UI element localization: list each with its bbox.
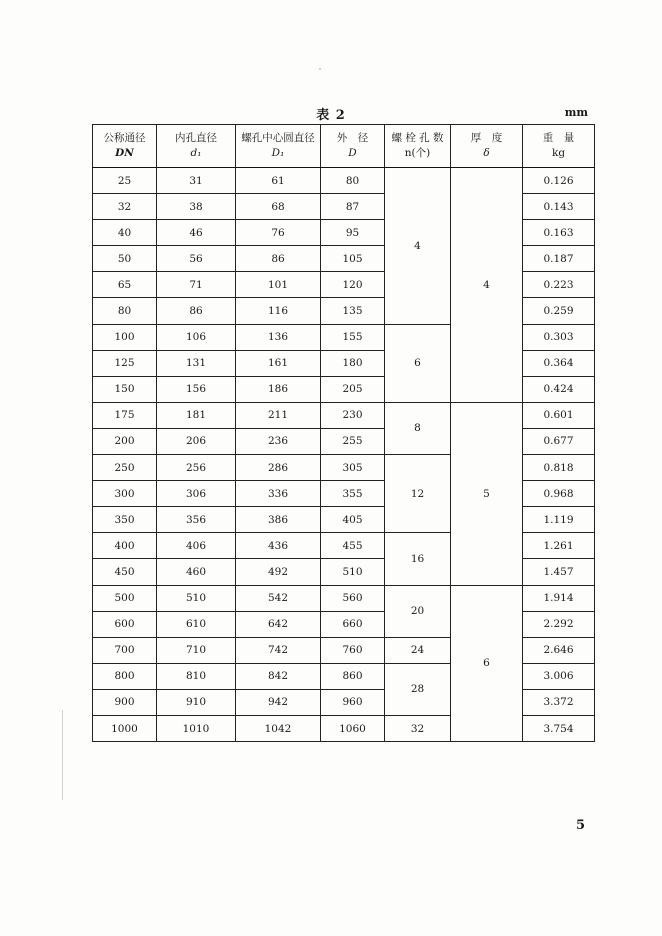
cell-outer-diameter: 230 xyxy=(321,402,385,428)
cell-weight: 0.303 xyxy=(523,324,595,350)
cell-weight: 0.223 xyxy=(523,272,595,298)
cell-outer-diameter: 960 xyxy=(321,689,385,715)
cell-bolt-circle: 642 xyxy=(236,611,321,637)
cell-dn: 100 xyxy=(93,324,157,350)
cell-inner-diameter: 610 xyxy=(157,611,236,637)
header-symbol: D xyxy=(348,147,357,159)
cell-dn: 80 xyxy=(93,298,157,324)
cell-bolt-holes: 6 xyxy=(385,324,451,402)
cell-inner-diameter: 181 xyxy=(157,402,236,428)
cell-inner-diameter: 156 xyxy=(157,376,236,402)
cell-outer-diameter: 405 xyxy=(321,507,385,533)
cell-dn: 150 xyxy=(93,376,157,402)
cell-dn: 175 xyxy=(93,402,157,428)
cell-bolt-circle: 492 xyxy=(236,559,321,585)
header-symbol: kg xyxy=(551,147,566,159)
cell-thickness: 6 xyxy=(451,585,523,742)
cell-inner-diameter: 460 xyxy=(157,559,236,585)
cell-dn: 900 xyxy=(93,689,157,715)
cell-bolt-circle: 186 xyxy=(236,376,321,402)
cell-bolt-circle: 742 xyxy=(236,637,321,663)
cell-dn: 350 xyxy=(93,507,157,533)
cell-weight: 0.143 xyxy=(523,194,595,220)
cell-weight: 3.754 xyxy=(523,715,595,741)
cell-bolt-circle: 942 xyxy=(236,689,321,715)
cell-bolt-holes: 24 xyxy=(385,637,451,663)
cell-inner-diameter: 131 xyxy=(157,350,236,376)
cell-inner-diameter: 306 xyxy=(157,481,236,507)
cell-dn: 50 xyxy=(93,246,157,272)
header-inner-diameter xyxy=(157,125,236,168)
page-number: 5 xyxy=(576,818,586,833)
header-symbol: D₁ xyxy=(271,147,285,159)
table-row xyxy=(93,402,595,428)
cell-inner-diameter: 206 xyxy=(157,428,236,454)
cell-weight: 2.646 xyxy=(523,637,595,663)
cell-outer-diameter: 180 xyxy=(321,350,385,376)
cell-outer-diameter: 205 xyxy=(321,376,385,402)
cell-outer-diameter: 305 xyxy=(321,455,385,481)
cell-bolt-holes: 4 xyxy=(385,168,451,325)
cell-bolt-circle: 61 xyxy=(236,168,321,194)
table-body xyxy=(93,168,595,742)
cell-outer-diameter: 135 xyxy=(321,298,385,324)
cell-inner-diameter: 910 xyxy=(157,689,236,715)
cell-weight: 0.364 xyxy=(523,350,595,376)
cell-bolt-circle: 211 xyxy=(236,402,321,428)
cell-outer-diameter: 95 xyxy=(321,220,385,246)
header-weight xyxy=(523,125,595,168)
cell-dn: 300 xyxy=(93,481,157,507)
cell-dn: 250 xyxy=(93,455,157,481)
cell-dn: 125 xyxy=(93,350,157,376)
cell-weight: 0.187 xyxy=(523,246,595,272)
unit-label: mm xyxy=(564,106,588,119)
cell-weight: 0.163 xyxy=(523,220,595,246)
cell-inner-diameter: 510 xyxy=(157,585,236,611)
header-label: 外 径 xyxy=(336,132,369,144)
cell-weight: 3.006 xyxy=(523,663,595,689)
flange-spec-table xyxy=(92,124,595,742)
cell-bolt-circle: 101 xyxy=(236,272,321,298)
cell-outer-diameter: 155 xyxy=(321,324,385,350)
header-outer-diameter xyxy=(321,125,385,168)
scan-artifact xyxy=(319,68,321,70)
cell-outer-diameter: 355 xyxy=(321,481,385,507)
cell-inner-diameter: 86 xyxy=(157,298,236,324)
cell-weight: 0.677 xyxy=(523,428,595,454)
cell-bolt-circle: 136 xyxy=(236,324,321,350)
cell-bolt-circle: 336 xyxy=(236,481,321,507)
cell-outer-diameter: 660 xyxy=(321,611,385,637)
cell-weight: 3.372 xyxy=(523,689,595,715)
header-label: 公称通径 xyxy=(103,132,146,144)
cell-weight: 0.259 xyxy=(523,298,595,324)
cell-outer-diameter: 760 xyxy=(321,637,385,663)
cell-bolt-holes: 8 xyxy=(385,402,451,454)
cell-dn: 32 xyxy=(93,194,157,220)
table-header xyxy=(93,125,595,168)
table-row xyxy=(93,585,595,611)
cell-bolt-circle: 1042 xyxy=(236,715,321,741)
cell-weight: 0.818 xyxy=(523,455,595,481)
cell-dn: 1000 xyxy=(93,715,157,741)
cell-weight: 1.261 xyxy=(523,533,595,559)
cell-dn: 40 xyxy=(93,220,157,246)
cell-outer-diameter: 860 xyxy=(321,663,385,689)
cell-weight: 0.126 xyxy=(523,168,595,194)
cell-inner-diameter: 710 xyxy=(157,637,236,663)
cell-bolt-holes: 20 xyxy=(385,585,451,637)
cell-inner-diameter: 56 xyxy=(157,246,236,272)
cell-bolt-circle: 386 xyxy=(236,507,321,533)
cell-bolt-holes: 28 xyxy=(385,663,451,715)
cell-bolt-circle: 86 xyxy=(236,246,321,272)
cell-bolt-holes: 16 xyxy=(385,533,451,585)
scan-artifact xyxy=(62,710,63,800)
cell-outer-diameter: 560 xyxy=(321,585,385,611)
cell-bolt-circle: 116 xyxy=(236,298,321,324)
cell-bolt-holes: 32 xyxy=(385,715,451,741)
cell-thickness: 5 xyxy=(451,402,523,585)
cell-dn: 25 xyxy=(93,168,157,194)
cell-bolt-circle: 842 xyxy=(236,663,321,689)
cell-inner-diameter: 256 xyxy=(157,455,236,481)
cell-inner-diameter: 1010 xyxy=(157,715,236,741)
cell-weight: 1.914 xyxy=(523,585,595,611)
header-dn xyxy=(93,125,157,168)
cell-bolt-circle: 76 xyxy=(236,220,321,246)
cell-dn: 500 xyxy=(93,585,157,611)
cell-bolt-circle: 68 xyxy=(236,194,321,220)
cell-bolt-circle: 161 xyxy=(236,350,321,376)
cell-inner-diameter: 38 xyxy=(157,194,236,220)
cell-dn: 65 xyxy=(93,272,157,298)
cell-thickness: 4 xyxy=(451,168,523,403)
header-label: 螺孔中心圆直径 xyxy=(241,132,315,144)
cell-outer-diameter: 455 xyxy=(321,533,385,559)
cell-dn: 600 xyxy=(93,611,157,637)
cell-inner-diameter: 810 xyxy=(157,663,236,689)
cell-weight: 2.292 xyxy=(523,611,595,637)
header-label: 螺 栓 孔 数 xyxy=(391,132,444,144)
header-bolt-holes xyxy=(385,125,451,168)
header-label: 内孔直径 xyxy=(175,132,217,144)
cell-weight: 1.457 xyxy=(523,559,595,585)
header-symbol: d₁ xyxy=(190,147,202,159)
cell-outer-diameter: 120 xyxy=(321,272,385,298)
cell-inner-diameter: 31 xyxy=(157,168,236,194)
cell-bolt-circle: 286 xyxy=(236,455,321,481)
cell-outer-diameter: 510 xyxy=(321,559,385,585)
cell-outer-diameter: 80 xyxy=(321,168,385,194)
cell-inner-diameter: 106 xyxy=(157,324,236,350)
cell-weight: 0.601 xyxy=(523,402,595,428)
cell-bolt-circle: 542 xyxy=(236,585,321,611)
header-label: 重 量 xyxy=(542,132,575,144)
cell-dn: 800 xyxy=(93,663,157,689)
header-bolt-circle xyxy=(236,125,321,168)
cell-inner-diameter: 356 xyxy=(157,507,236,533)
header-thickness xyxy=(451,125,523,168)
cell-inner-diameter: 406 xyxy=(157,533,236,559)
cell-outer-diameter: 87 xyxy=(321,194,385,220)
cell-bolt-circle: 436 xyxy=(236,533,321,559)
table-row xyxy=(93,168,595,194)
cell-outer-diameter: 1060 xyxy=(321,715,385,741)
cell-inner-diameter: 46 xyxy=(157,220,236,246)
cell-weight: 0.424 xyxy=(523,376,595,402)
cell-bolt-holes: 12 xyxy=(385,455,451,533)
cell-dn: 400 xyxy=(93,533,157,559)
table-caption: 表 2 xyxy=(316,108,346,123)
cell-dn: 450 xyxy=(93,559,157,585)
cell-bolt-circle: 236 xyxy=(236,428,321,454)
cell-dn: 200 xyxy=(93,428,157,454)
cell-outer-diameter: 105 xyxy=(321,246,385,272)
cell-outer-diameter: 255 xyxy=(321,428,385,454)
cell-inner-diameter: 71 xyxy=(157,272,236,298)
header-label: 厚 度 xyxy=(470,132,503,144)
cell-weight: 0.968 xyxy=(523,481,595,507)
cell-weight: 1.119 xyxy=(523,507,595,533)
header-symbol: n(个) xyxy=(404,147,431,159)
header-symbol: DN xyxy=(115,147,134,159)
header-symbol: δ xyxy=(483,147,490,159)
cell-dn: 700 xyxy=(93,637,157,663)
